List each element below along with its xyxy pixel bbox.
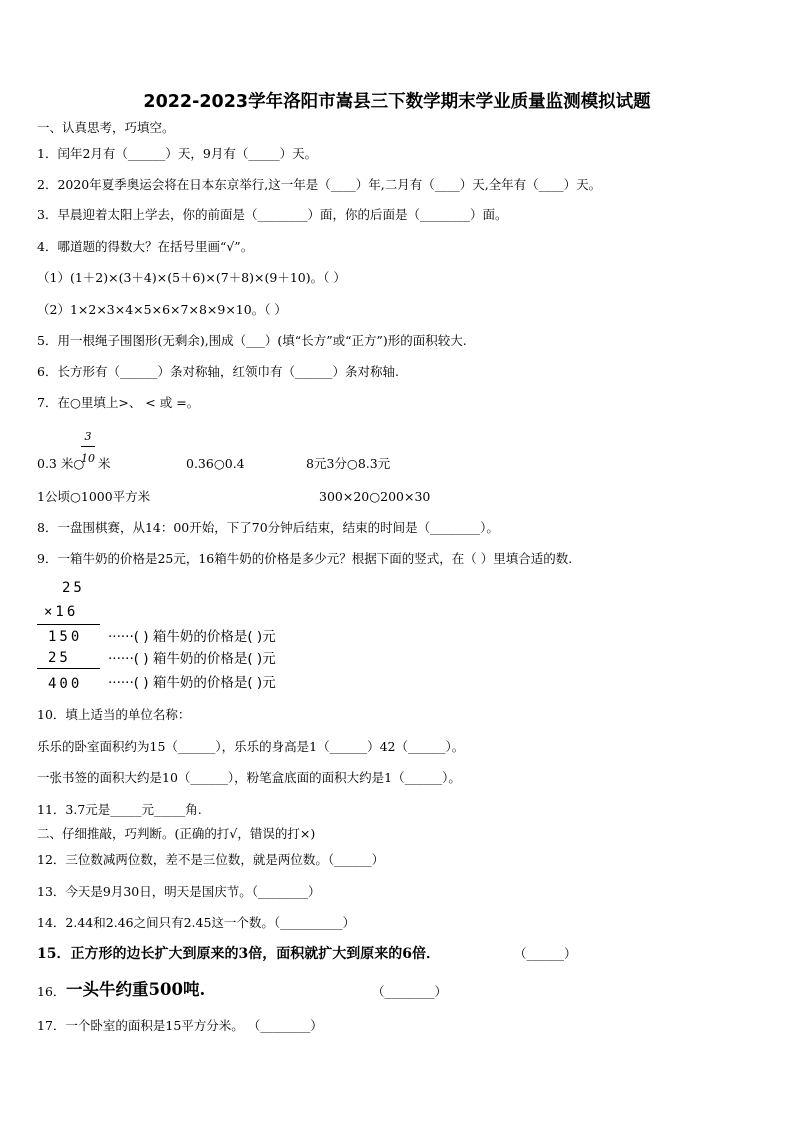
section-1-heading: 一、认真思考，巧填空。 [37, 120, 175, 135]
vertical-rule-1 [37, 624, 100, 625]
question-12: 12．三位数减两位数，差不是三位数，就是两位数。（______） [37, 852, 385, 867]
fraction-denominator: 10 [81, 452, 95, 465]
partial-product-2: 25 [48, 650, 71, 666]
page-title: 2022-2023学年洛阳市嵩县三下数学期末学业质量监测模拟试题 [143, 92, 651, 112]
partial-note-3: ······( ) 箱牛奶的价格是( )元 [108, 675, 276, 691]
question-16-blank: （________） [372, 984, 448, 999]
question-8: 8．一盘围棋赛，从14：00开始，下了70分钟后结束，结束的时间是（________）。 [37, 520, 499, 535]
compare-e: 300×20○200×30 [319, 489, 431, 504]
question-10: 10．填上适当的单位名称： [37, 707, 191, 722]
question-4-part-1: （1）(1＋2)×(3＋4)×(5＋6)×(7＋8)×(9＋10)。（ ） [37, 270, 346, 285]
question-3: 3．早晨迎着太阳上学去，你的前面是（________）面，你的后面是（________）面。 [37, 207, 508, 222]
vertical-multiplicand: 25 [62, 580, 85, 596]
question-4-part-2: （2）1×2×3×4×5×6×7×8×9×10。（ ） [37, 302, 287, 317]
question-2: 2．2020年夏季奥运会将在日本东京举行,这一年是（____）年,二月有（____）天,全年有（____）天。 [37, 177, 602, 192]
final-product: 400 [48, 676, 83, 692]
compare-a-left: 0.3 米○ [37, 456, 85, 471]
question-16: 一头牛约重500吨. [66, 980, 206, 999]
question-16-number: 16． [37, 984, 66, 999]
partial-note-2: ······( ) 箱牛奶的价格是( )元 [108, 651, 276, 667]
question-4: 4．哪道题的得数大？在括号里画“√”。 [37, 239, 254, 254]
question-5: 5．用一根绳子围图形(无剩余),围成（___）(填“长方”或“正方”)形的面积较大. [37, 333, 467, 348]
compare-d: 1公顷○1000平方米 [37, 489, 151, 504]
question-10-line-1: 乐乐的卧室面积约为15（______），乐乐的身高是1（______）42（______）。 [37, 739, 465, 754]
vertical-multiplier: ×16 [44, 604, 79, 620]
question-10-line-2: 一张书签的面积大约是10（______），粉笔盒底面的面积大约是1（______）。 [37, 770, 461, 785]
fraction-bar [81, 446, 95, 447]
compare-b: 0.36○0.4 [186, 456, 245, 471]
vertical-rule-2 [37, 668, 100, 669]
partial-product-1: 150 [48, 629, 83, 645]
question-6: 6．长方形有（______）条对称轴，红领巾有（______）条对称轴. [37, 364, 399, 379]
question-7: 7．在○里填上>、 < 或 =。 [37, 395, 200, 410]
question-1: 1．闰年2月有（______）天，9月有（_____）天。 [37, 146, 318, 161]
compare-c: 8元3分○8.3元 [306, 456, 391, 471]
question-17: 17．一个卧室的面积是15平方分米。 （________） [37, 1018, 323, 1033]
question-11: 11．3.7元是_____元_____角. [37, 802, 202, 817]
partial-note-1: ······( ) 箱牛奶的价格是( )元 [108, 629, 276, 645]
question-9: 9．一箱牛奶的价格是25元，16箱牛奶的价格是多少元？根据下面的竖式，在（ ）里填合适的数. [37, 551, 573, 566]
section-2-heading: 二、仔细推敲，巧判断。(正确的打√，错误的打×) [37, 826, 316, 841]
question-14: 14．2.44和2.46之间只有2.45这一个数。（__________） [37, 915, 356, 930]
compare-a-right: 米 [98, 456, 111, 471]
question-15-blank: （______） [514, 946, 577, 961]
question-15: 15．正方形的边长扩大到原来的3倍，面积就扩大到原来的6倍． [37, 946, 440, 962]
fraction-numerator: 3 [84, 430, 92, 443]
question-13: 13．今天是9月30日，明天是国庆节。（________） [37, 884, 321, 899]
